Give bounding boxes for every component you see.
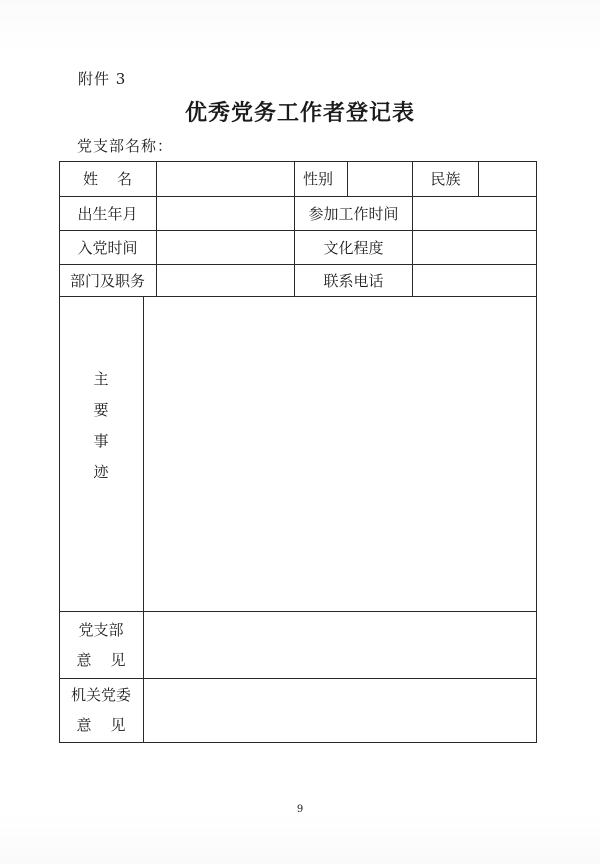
birth-label: 出生年月 [77,204,138,223]
main-deeds-char: 迹 [93,463,109,481]
main-deeds-char: 事 [93,432,109,450]
branch-name-label: 党支部名称： [77,137,174,155]
committee-opinion-field[interactable] [144,679,536,742]
ethnicity-field[interactable] [479,162,536,196]
table-border-right [536,161,537,743]
work-start-label: 参加工作时间 [308,204,399,223]
phone-label: 联系电话 [323,271,384,290]
dept-position-label: 部门及职务 [69,271,145,290]
name-label: 姓 名 [82,170,133,188]
branch-opinion-label-line2: 意 见 [76,651,126,669]
party-join-label: 入党时间 [77,238,138,257]
gender-label: 性别 [303,170,334,188]
birth-field[interactable] [157,197,294,230]
name-field[interactable] [157,162,294,196]
main-deeds-label [59,364,143,488]
main-deeds-char: 主 [93,370,109,388]
committee-opinion-label-line2: 意 见 [76,716,126,734]
work-start-field[interactable] [413,197,536,230]
phone-field[interactable] [413,265,536,296]
party-join-field[interactable] [157,231,294,264]
dept-position-field[interactable] [157,265,294,296]
committee-opinion-label [59,680,143,740]
branch-opinion-label-line1: 党支部 [78,621,124,639]
education-label: 文化程度 [323,238,384,257]
branch-opinion-label [59,615,143,675]
committee-opinion-label-line1: 机关党委 [70,686,131,704]
form-title: 优秀党务工作者登记表 [184,101,415,126]
page-number: 9 [296,804,304,815]
ethnicity-label: 民族 [430,170,461,188]
branch-opinion-field[interactable] [144,612,536,678]
main-deeds-field[interactable] [144,297,536,611]
registration-form-table [59,161,537,743]
main-deeds-char: 要 [93,401,109,419]
table-border-bottom [59,742,537,743]
education-field[interactable] [413,231,536,264]
attachment-label: 附件 3 [78,70,127,88]
gender-field[interactable] [348,162,412,196]
